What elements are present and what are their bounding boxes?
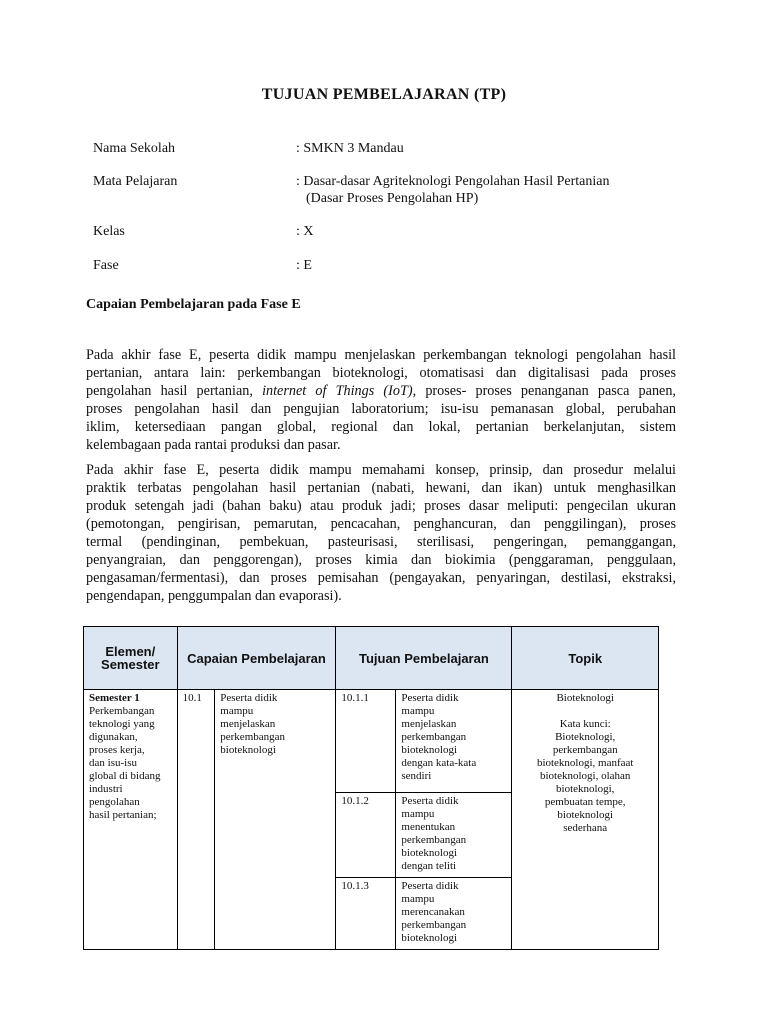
- label-nama-sekolah: Nama Sekolah: [93, 141, 176, 156]
- element-line: proses kerja,: [89, 744, 145, 756]
- table-row: [84, 690, 659, 793]
- tp-code-cell: 10.1.1: [336, 690, 396, 793]
- paragraph-line: proses pengolahan hasil dan pengujian laboratorium; isu-isu pemanasan global, perubahan: [86, 401, 676, 417]
- tp-line: bioteknologi: [401, 744, 457, 756]
- cp-line: perkembangan: [220, 731, 286, 743]
- paragraph-line: iklim, ketersediaan pangan global, regional dan lokal, pertanian berkelanjutan, sistem: [86, 419, 676, 435]
- cp-code-cell: 10.1: [177, 690, 215, 950]
- paragraph-line: produk setengah jadi (bahan baku) atau produk jadi; proses dasar meliputi: pengecilan ukuran: [86, 498, 676, 514]
- element-line: Perkembangan: [89, 705, 155, 717]
- tp-text-cell: [396, 690, 512, 793]
- header-topik: Topik: [512, 627, 659, 690]
- tp-line: sendiri: [401, 770, 432, 782]
- tp-line: Peserta didik: [401, 692, 459, 704]
- tp-line: dengan kata-kata: [401, 757, 477, 769]
- value-kelas: : X: [296, 224, 314, 239]
- paragraph-line: penyangraian, dan penggorengan), proses kimia dan biokimia (penggaraman, penggulaan,: [86, 552, 676, 568]
- tp-line: mampu: [401, 893, 435, 905]
- paragraph-line: praktik terbatas pengolahan hasil pertanian (nabati, hewani, dan ikan) untuk menghasilkan: [86, 480, 676, 496]
- tp-line: Peserta didik: [401, 795, 459, 807]
- tp-line: menentukan: [401, 821, 456, 833]
- element-line: hasil pertanian;: [89, 809, 157, 821]
- tp-line: menjelaskan: [401, 718, 457, 730]
- topic-line: perkembangan: [552, 744, 618, 756]
- topic-line: Kata kunci:: [559, 718, 611, 730]
- tp-line: perkembangan: [401, 731, 467, 743]
- topic-line: bioteknologi,: [556, 783, 615, 795]
- tp-line: mampu: [401, 705, 435, 717]
- cp-line: mampu: [220, 705, 254, 717]
- tp-line: bioteknologi: [401, 847, 457, 859]
- cp-line: menjelaskan: [220, 718, 276, 730]
- element-line: global di bidang: [89, 770, 161, 782]
- header-tujuan: Tujuan Pembelajaran: [336, 627, 512, 690]
- topic-line: Bioteknologi,: [555, 731, 616, 743]
- element-line: industri: [89, 783, 123, 795]
- element-line: teknologi yang: [89, 718, 155, 730]
- tp-line: mampu: [401, 808, 435, 820]
- tp-text-cell: [396, 793, 512, 878]
- paragraph-line: Pada akhir fase E, peserta didik mampu menjelaskan perkembangan teknologi pengolahan hasil: [86, 347, 676, 363]
- paragraph-line: pengasaman/fermentasi), dan proses pemisahan (pengayakan, penyaringan, destilasi, ekstraksi,: [86, 570, 676, 586]
- tp-code-cell: 10.1.3: [336, 878, 396, 950]
- cp-line: bioteknologi: [220, 744, 276, 756]
- topic-title: Bioteknologi: [556, 692, 614, 704]
- value-fase: : E: [296, 258, 312, 273]
- cp-heading: Capaian Pembelajaran pada Fase E: [86, 297, 301, 312]
- paragraph-line: Pada akhir fase E, peserta didik mampu memahami konsep, prinsip, dan prosedur melalui: [86, 462, 676, 478]
- paragraph-2: [86, 461, 676, 605]
- tp-code-cell: 10.1.2: [336, 793, 396, 878]
- topic-line: sederhana: [563, 822, 608, 834]
- paragraph-line: kelembagaan pada rantai produksi dan pasar.: [86, 437, 341, 453]
- element-line: dan isu-isu: [89, 757, 137, 769]
- topic-line: bioteknologi: [557, 809, 613, 821]
- label-mata-pelajaran: Mata Pelajaran: [93, 174, 178, 189]
- element-line: pengolahan: [89, 796, 140, 808]
- paragraph-1: [86, 346, 676, 454]
- value-mata-pelajaran: : Dasar-dasar Agriteknologi Pengolahan Hasil Pertanian: [296, 174, 610, 189]
- semester-label: Semester 1: [89, 692, 140, 704]
- paragraph-line: [86, 382, 676, 400]
- header-elemen: Elemen/ Semester: [84, 627, 178, 690]
- cp-text-cell: [215, 690, 336, 950]
- topic-line: bioteknologi, olahan: [539, 770, 631, 782]
- topic-line: bioteknologi, manfaat: [536, 757, 634, 769]
- label-kelas: Kelas: [93, 224, 125, 239]
- topic-cell: [512, 690, 659, 950]
- header-capaian: Capaian Pembelajaran: [177, 627, 336, 690]
- tp-line: Peserta didik: [401, 880, 459, 892]
- tp-line: perkembangan: [401, 834, 467, 846]
- element-line: digunakan,: [89, 731, 138, 743]
- tp-line: dengan teliti: [401, 860, 457, 872]
- cp-line: Peserta didik: [220, 692, 278, 704]
- table-header-row: [84, 627, 659, 690]
- tp-line: bioteknologi: [401, 932, 457, 944]
- paragraph-line: pengendapan, penggumpalan dan evaporasi).: [86, 588, 342, 604]
- value-mata-pelajaran-sub: (Dasar Proses Pengolahan HP): [306, 191, 479, 206]
- paragraph-italic: internet of Things (IoT),: [262, 383, 417, 399]
- paragraph-line: pertanian, antara lain: perkembangan bioteknologi, otomatisasi dan digitalisasi pada proses: [86, 365, 676, 381]
- paragraph-fragment: proses- proses penanganan pasca panen,: [425, 383, 676, 399]
- topic-line: pembuatan tempe,: [544, 796, 626, 808]
- label-fase: Fase: [93, 258, 119, 273]
- element-cell: [84, 690, 178, 950]
- paragraph-line: (pemotongan, pengirisan, pemarutan, pencacahan, penghancuran, dan penggilingan), proses: [86, 516, 676, 532]
- tp-table: [83, 626, 659, 950]
- paragraph-fragment: pengolahan hasil pertanian,: [86, 383, 253, 399]
- paragraph-line: termal (pendinginan, pembekuan, pasteurisasi, sterilisasi, pengeringan, pemanggangan,: [86, 534, 676, 550]
- document-title: TUJUAN PEMBELAJARAN (TP): [261, 86, 507, 103]
- value-nama-sekolah: : SMKN 3 Mandau: [296, 141, 404, 156]
- tp-text-cell: [396, 878, 512, 950]
- tp-line: merencanakan: [401, 906, 465, 918]
- tp-line: perkembangan: [401, 919, 467, 931]
